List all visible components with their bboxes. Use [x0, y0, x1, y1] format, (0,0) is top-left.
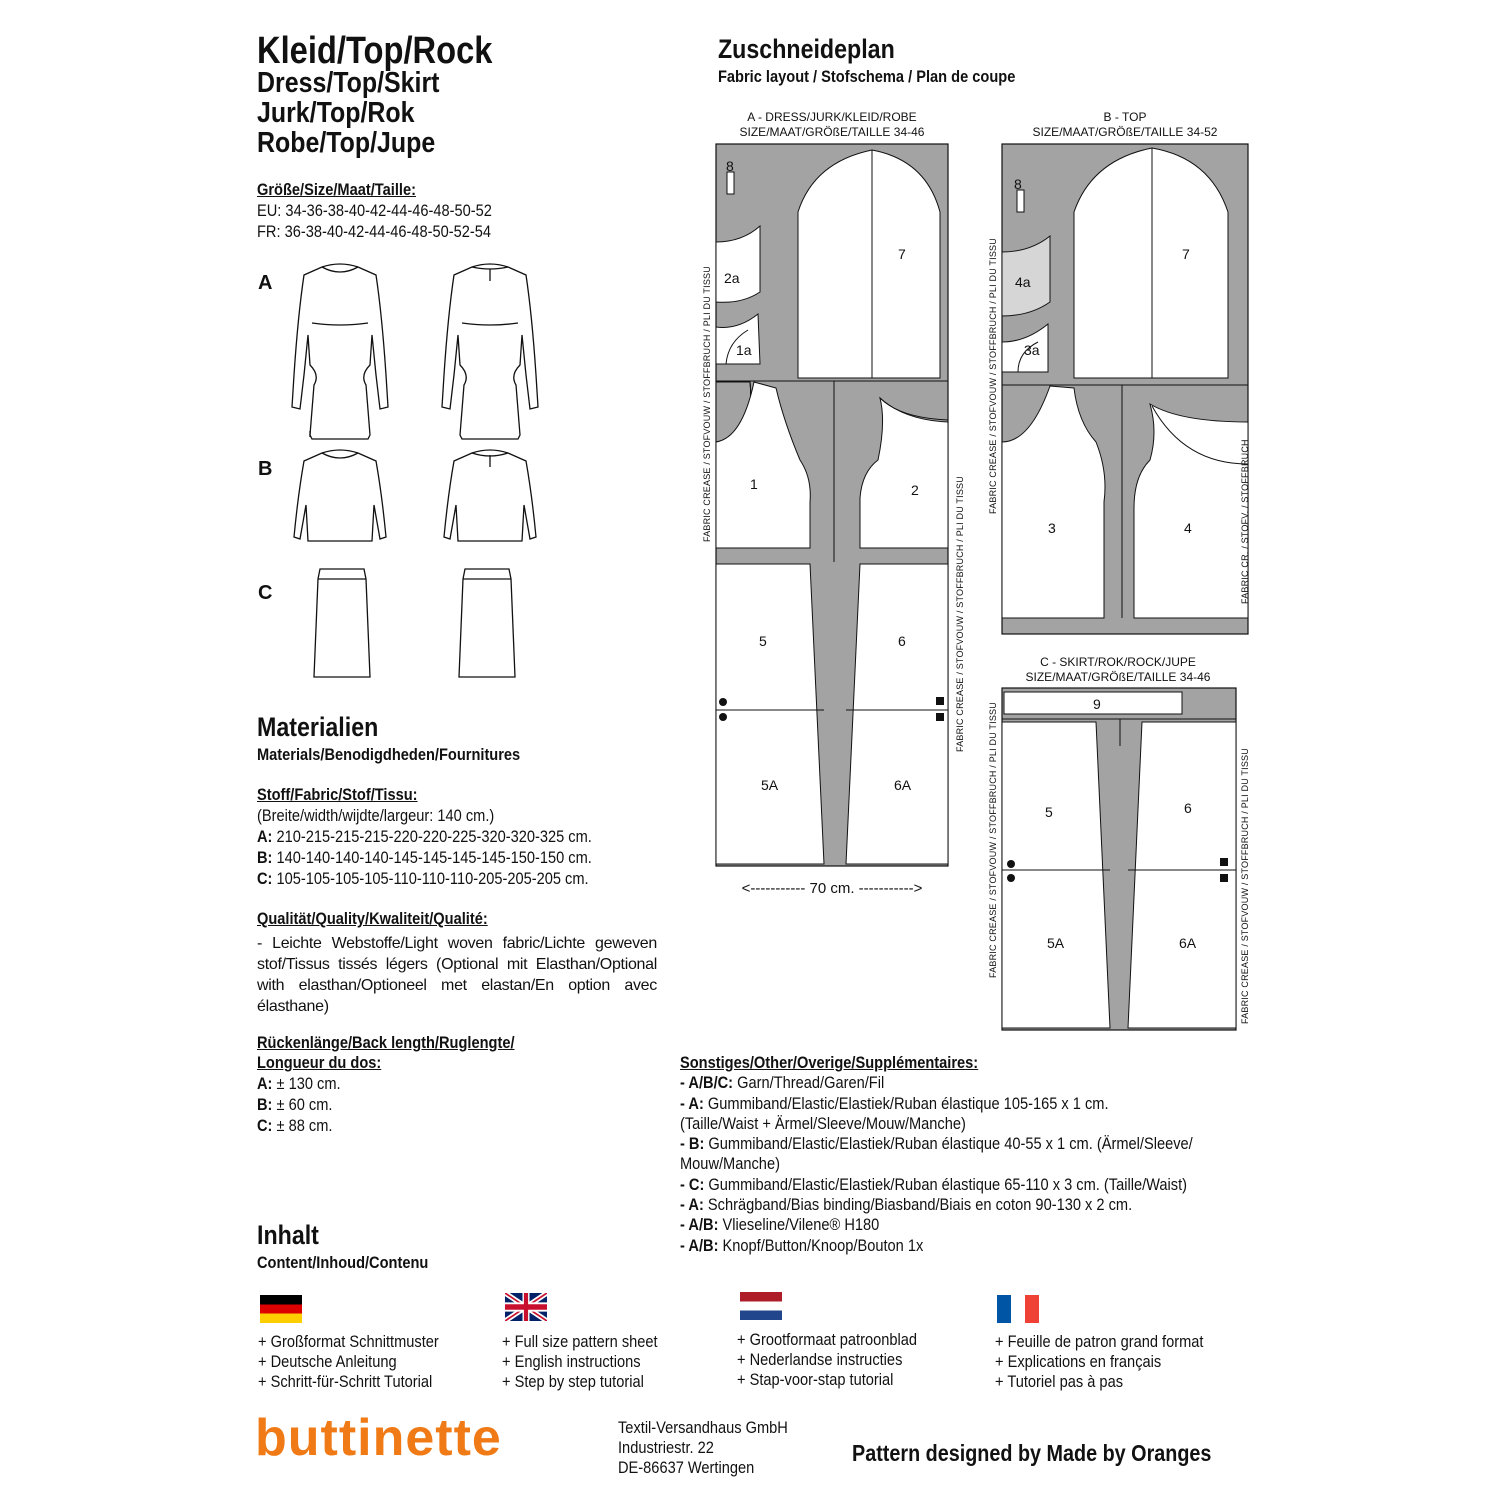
crease-label-a-left: FABRIC CREASE / STOFVOUW / STOFFBRUCH / PLI DU TISSU — [702, 266, 712, 542]
content-subtitle: Content/Inhoud/Contenu — [257, 1253, 429, 1272]
layout-c-title: C - SKIRT/ROK/ROCK/JUPE SIZE/MAAT/GRÖßE/TAILLE 34-46 — [1025, 655, 1211, 684]
materials-subtitle: Materials/Benodigdheden/Fournitures — [257, 745, 521, 764]
netherlands-flag-icon — [740, 1292, 782, 1320]
designer-credit: Pattern designed by Made by Oranges — [852, 1440, 1212, 1466]
width-dimension: <----------- 70 cm. -----------> — [741, 880, 923, 897]
back-length-label-2: Longueur du dos: — [257, 1053, 382, 1072]
other-row: - C: Gummiband/Elastic/Elastiek/Ruban élastique 65-110 x 3 cm. (Taille/Waist) — [680, 1174, 1188, 1194]
content-column-en: + Full size pattern sheet + English instructions + Step by step tutorial — [502, 1332, 658, 1391]
quality-text: - Leichte Webstoffe/Light woven fabric/Lichte geweven stof/Tissus tissés légers (Optional mit Elasthan/Optional with elasthan/Optioneel met elastan/En option avec élasthane) — [257, 935, 657, 1015]
other-row: - A/B: Knopf/Button/Knoop/Bouton 1x — [680, 1235, 924, 1255]
piece-label-1a: 1a — [736, 342, 752, 358]
top-b-back-sketch — [444, 450, 536, 541]
layout-subtitle: Fabric layout / Stofschema / Plan de coupe — [718, 67, 1016, 86]
top-b-front-sketch — [294, 450, 386, 541]
crease-label-b-right: FABRIC CR. / STOFV. / STOFFBRUCH — [1240, 439, 1250, 604]
back-row-a: A: ± 130 cm. — [257, 1074, 341, 1093]
sizes-label: Größe/Size/Maat/Taille: — [257, 180, 416, 199]
address-block: Textil-Versandhaus GmbH Industriestr. 22 DE-86637 Wertingen — [618, 1418, 788, 1477]
piece-label-5a: 5A — [761, 777, 779, 793]
piece-7 — [798, 150, 940, 378]
buttinette-logo: buttinette — [255, 1409, 502, 1467]
fabric-row-b: B: 140-140-140-140-145-145-145-145-150-150 cm. — [257, 848, 592, 867]
content-column-de: + Großformat Schnittmuster + Deutsche Anleitung + Schritt-für-Schritt Tutorial — [258, 1332, 439, 1391]
crease-label-b-left: FABRIC CREASE / STOFVOUW / STOFFBRUCH / PLI DU TISSU — [988, 238, 998, 514]
crease-label-a-right: FABRIC CREASE / STOFVOUW / STOFFBRUCH / PLI DU TISSU — [955, 476, 965, 752]
other-row: - A/B/C: Garn/Thread/Garen/Fil — [680, 1073, 885, 1093]
piece-label-5: 5 — [759, 633, 767, 649]
sizes-fr: FR: 36-38-40-42-44-46-48-50-52-54 — [257, 222, 492, 241]
view-label-b: B — [258, 458, 273, 480]
fabric-row-c: C: 105-105-105-105-110-110-110-205-205-205 cm. — [257, 869, 589, 888]
piece-label-3: 3 — [1048, 520, 1056, 536]
dress-a-back-sketch — [442, 264, 538, 439]
crease-label-c-left: FABRIC CREASE / STOFVOUW / STOFFBRUCH / PLI DU TISSU — [988, 702, 998, 978]
materials-title: Materialien — [257, 712, 379, 742]
skirt-c-front-sketch — [314, 569, 370, 677]
piece-label-9: 9 — [1093, 696, 1101, 712]
other-row: (Taille/Waist + Ärmel/Sleeve/Mouw/Manche) — [680, 1113, 966, 1133]
layout-b-title: B - TOP SIZE/MAAT/GRÖßE/TAILLE 34-52 — [1032, 110, 1218, 139]
layout-b-diagram — [1000, 142, 1252, 638]
germany-flag-icon — [260, 1295, 302, 1323]
piece-6 — [1128, 722, 1236, 1028]
title-de: Kleid/Top/Rock — [257, 30, 493, 72]
piece-label-3a: 3a — [1024, 342, 1040, 358]
piece-label-c-5: 5 — [1045, 804, 1053, 820]
layout-c-diagram — [1000, 686, 1240, 1034]
fabric-row-a: A: 210-215-215-215-220-220-225-320-320-325 cm. — [257, 827, 592, 846]
other-row: - A/B: Vlieseline/Vilene® H180 — [680, 1215, 880, 1235]
piece-label-4: 4 — [1184, 520, 1192, 536]
other-supplies-block — [680, 1053, 1193, 1256]
dress-a-front-sketch — [292, 264, 388, 439]
view-label-a: A — [258, 272, 273, 294]
piece-5 — [716, 564, 824, 864]
piece-label-2a: 2a — [724, 270, 740, 286]
piece-label-c-6a: 6A — [1179, 935, 1197, 951]
view-label-c: C — [258, 582, 273, 604]
back-row-c: C: ± 88 cm. — [257, 1116, 333, 1135]
fabric-label: Stoff/Fabric/Stof/Tissu: — [257, 785, 418, 804]
garment-sketches-front — [280, 255, 540, 695]
sizes-block — [257, 180, 492, 242]
other-label: Sonstiges/Other/Overige/Supplémentaires: — [680, 1053, 979, 1072]
crease-label-c-right: FABRIC CREASE / STOFVOUW / STOFFBRUCH / PLI DU TISSU — [1240, 748, 1250, 1024]
piece-label-2: 2 — [911, 482, 919, 498]
piece-label-6a: 6A — [894, 777, 912, 793]
piece-6 — [846, 564, 948, 864]
other-row: Mouw/Manche) — [680, 1154, 780, 1174]
title-en: Dress/Top/Skirt — [257, 67, 440, 99]
back-length-label-1: Rückenlänge/Back length/Ruglengte/ — [257, 1033, 515, 1052]
back-length-block — [257, 1033, 515, 1136]
back-row-b: B: ± 60 cm. — [257, 1095, 333, 1114]
title-block — [257, 30, 493, 159]
piece-7 — [1074, 148, 1228, 378]
piece-label-6: 6 — [898, 633, 906, 649]
title-nl: Jurk/Top/Rok — [257, 97, 415, 129]
layout-title: Zuschneideplan — [718, 34, 895, 64]
content-column-nl: + Grootformaat patroonblad + Nederlandse instructies + Stap-voor-stap tutorial — [737, 1330, 918, 1389]
piece-label-b-8: 8 — [1014, 176, 1022, 192]
content-column-fr: + Feuille de patron grand format + Explications en français + Tutoriel pas à pas — [995, 1332, 1204, 1391]
other-row: - A: Schrägband/Bias binding/Biasband/Biais en coton 90-130 x 2 cm. — [680, 1195, 1133, 1215]
other-row: - B: Gummiband/Elastic/Elastiek/Ruban élastique 40-55 x 1 cm. (Ärmel/Sleeve/ — [680, 1134, 1193, 1154]
piece-label-1: 1 — [750, 476, 758, 492]
piece-label-c-6: 6 — [1184, 800, 1192, 816]
content-block — [257, 1220, 428, 1273]
layout-a-diagram — [714, 142, 952, 872]
piece-label-b-7: 7 — [1182, 246, 1190, 262]
piece-label-4a: 4a — [1015, 274, 1031, 290]
piece-8 — [727, 172, 734, 194]
piece-8 — [1017, 190, 1024, 212]
title-fr: Robe/Top/Jupe — [257, 127, 436, 159]
layout-a-title: A - DRESS/JURK/KLEID/ROBE SIZE/MAAT/GRÖßE/TAILLE 34-46 — [739, 110, 925, 139]
france-flag-icon — [997, 1295, 1039, 1323]
uk-flag-icon — [505, 1293, 547, 1321]
piece-label-c-5a: 5A — [1047, 935, 1065, 951]
other-row: - A: Gummiband/Elastic/Elastiek/Ruban élastique 105-165 x 1 cm. — [680, 1093, 1109, 1113]
piece-label-8: 8 — [726, 158, 734, 174]
sizes-eu: EU: 34-36-38-40-42-44-46-48-50-52 — [257, 201, 492, 220]
layout-header — [718, 34, 1015, 87]
piece-label-7: 7 — [898, 246, 906, 262]
content-title: Inhalt — [257, 1220, 319, 1250]
skirt-c-back-sketch — [459, 569, 515, 677]
quality-label: Qualität/Quality/Kwaliteit/Qualité: — [257, 909, 488, 928]
materials-block — [257, 712, 592, 929]
piece-5 — [1002, 722, 1110, 1028]
fabric-width: (Breite/width/wijdte/largeur: 140 cm.) — [257, 806, 495, 825]
